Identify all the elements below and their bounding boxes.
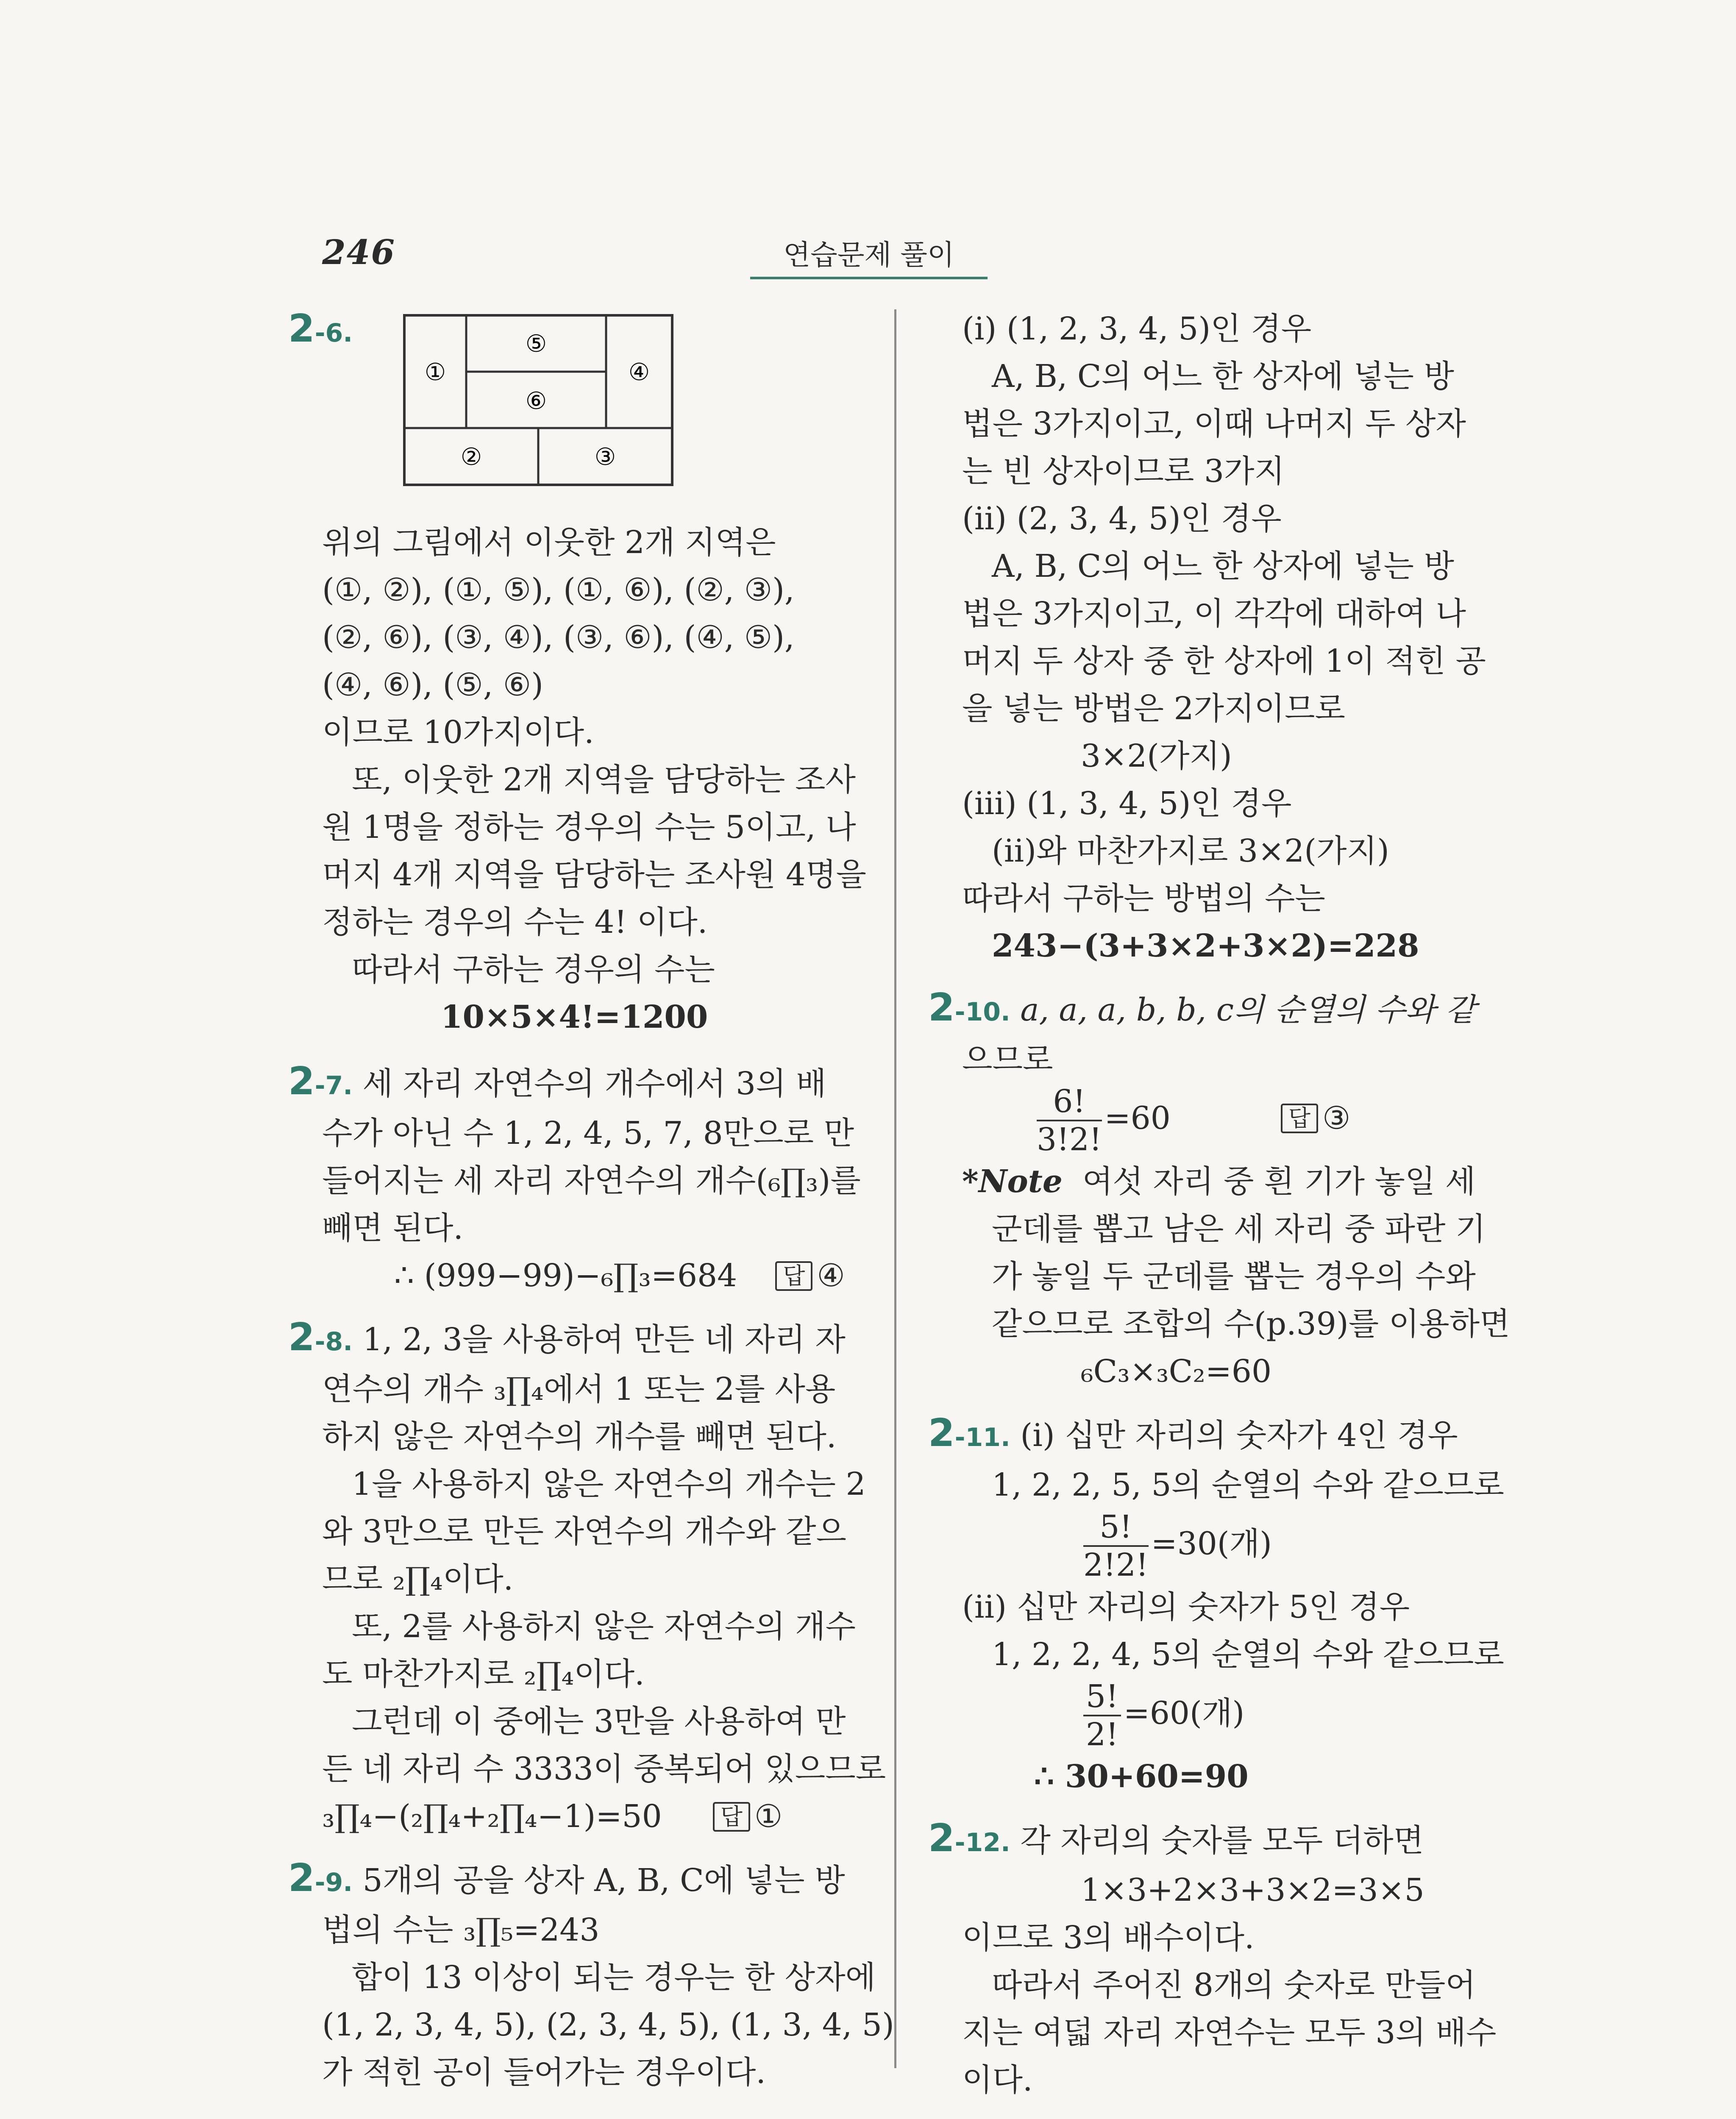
text-line: 1, 2, 2, 5, 5의 순열의 수와 같으므로 <box>992 1467 1504 1503</box>
text-line: 는 빈 상자이므로 3가지 <box>962 453 1285 489</box>
text-line: 1, 2, 3을 사용하여 만든 네 자리 자 <box>362 1321 846 1358</box>
problem-2-12 <box>928 1815 1522 2104</box>
problem-2-6-body <box>288 519 890 1041</box>
text-line: 므로 ₂∏₄이다. <box>322 1561 514 1597</box>
answer-box: 답 <box>775 1261 812 1291</box>
running-title: 연습문제 풀이 <box>750 232 988 279</box>
problem-label: 2-7. <box>288 1059 353 1104</box>
problem-2-8 <box>288 1314 890 1840</box>
text-line: 그런데 이 중에는 3만을 사용하여 만 <box>352 1703 846 1740</box>
answer-choice: ④ <box>817 1257 845 1294</box>
text-line: 1×3+2×3+3×2=3×5 <box>1081 1872 1424 1908</box>
result-line: 10×5×4!=1200 <box>441 999 708 1035</box>
text-line: 머지 두 상자 중 한 상자에 1이 적힌 공 <box>962 643 1486 679</box>
text-line: 법은 3가지이고, 이 각각에 대하여 나 <box>962 595 1466 632</box>
text-line: 이다. <box>962 2062 1033 2098</box>
problem-label: 2-12. <box>928 1816 1010 1860</box>
text-line: 1을 사용하지 않은 자연수의 개수는 2 <box>352 1466 866 1502</box>
text-line: 빼면 된다. <box>322 1210 463 1246</box>
text-line: a, a, a, b, b, c의 순열의 수와 같 <box>1020 992 1476 1028</box>
text-line: 법의 수는 ₃∏₅=243 <box>322 1912 600 1948</box>
formula-line <box>288 1793 890 1840</box>
note-line: 군데를 뽑고 남은 세 자리 중 파란 기 <box>992 1211 1486 1247</box>
fraction: $\frac{5!}{2!}$ <box>1083 1678 1121 1753</box>
result-line: ∴ 30+60=90 <box>1034 1758 1249 1795</box>
column-divider <box>894 309 896 2068</box>
text-line: 5개의 공을 상자 A, B, C에 넣는 방 <box>362 1862 845 1899</box>
text-line: 따라서 구하는 방법의 수는 <box>962 880 1325 917</box>
text-line: 1, 2, 2, 4, 5의 순열의 수와 같으므로 <box>992 1636 1504 1673</box>
text-line: 합이 13 이상이 되는 경우는 한 상자에 <box>352 1959 876 1996</box>
text-line: 지는 여덟 자리 자연수는 모두 3의 배수 <box>962 2014 1497 2051</box>
page-number: 246 <box>322 232 395 272</box>
region-label: ④ <box>628 359 650 386</box>
text-line: 정하는 경우의 수는 4! 이다. <box>322 904 708 940</box>
problem-label: 2-8. <box>288 1315 353 1360</box>
text-line: 이므로 10가지이다. <box>322 714 594 751</box>
text-line: (④, ⑥), (⑤, ⑥) <box>322 667 543 703</box>
note-formula: ₆C₃×₃C₂=60 <box>1081 1353 1272 1390</box>
answer-box: 답 <box>713 1802 750 1832</box>
problem-2-10 <box>928 984 1522 1395</box>
problem-label: 2-11. <box>928 1411 1010 1455</box>
problem-label: 2-10. <box>928 985 1010 1030</box>
region-label: ③ <box>594 443 616 471</box>
text-line: 법은 3가지이고, 이때 나머지 두 상자 <box>962 406 1466 442</box>
answer-choice: ① <box>754 1798 783 1835</box>
fraction-line: $\frac{5!}{2!}$ =60(개) <box>928 1678 1522 1753</box>
text-line: (i) 십만 자리의 숫자가 4인 경우 <box>1020 1417 1458 1454</box>
formula: ₃∏₄−(₂∏₄+₂∏₄−1)=50 <box>322 1798 662 1835</box>
problem-2-6 <box>288 305 890 504</box>
note-heading: *Note <box>962 1163 1063 1200</box>
text-line: 와 3만으로 만든 자연수의 개수와 같으 <box>322 1513 846 1550</box>
text-line: 머지 4개 지역을 담당하는 조사원 4명을 <box>322 856 867 893</box>
region-diagram <box>403 314 674 487</box>
text-line: (②, ⑥), (③, ④), (③, ⑥), (④, ⑤), <box>322 619 795 656</box>
text-line: 도 마찬가지로 ₂∏₄이다. <box>322 1656 645 1692</box>
text-line: 으므로 <box>962 1041 1053 1078</box>
answer-box: 답 <box>1281 1104 1318 1133</box>
text-line: 각 자리의 숫자를 모두 더하면 <box>1020 1822 1424 1859</box>
text-line: A, B, C의 어느 한 상자에 넣는 방 <box>992 358 1454 395</box>
text-line: 을 넣는 방법은 2가지이므로 <box>962 690 1345 727</box>
text-line: 연수의 개수 ₃∏₄에서 1 또는 2를 사용 <box>322 1371 836 1407</box>
problem-2-9 <box>288 1855 894 2096</box>
text-line: (1, 2, 3, 4, 5), (2, 3, 4, 5), (1, 3, 4, 5) <box>322 2007 894 2043</box>
text-line: 수가 아닌 수 1, 2, 4, 5, 7, 8만으로 만 <box>322 1115 854 1151</box>
text-line: 세 자리 자연수의 개수에서 3의 배 <box>362 1065 826 1102</box>
text-line: 또, 이웃한 2개 지역을 담당하는 조사 <box>352 762 856 798</box>
text-line: (i) (1, 2, 3, 4, 5)인 경우 <box>962 311 1312 347</box>
formula: ∴ (999−99)−₆∏₃=684 <box>394 1257 737 1294</box>
text-line: 이므로 3의 배수이다. <box>962 1919 1255 1956</box>
fraction: $\frac{6!}{3!2!}$ <box>1037 1083 1102 1158</box>
problem-label: 2-6. <box>288 306 353 351</box>
text-line: 든 네 자리 수 3333이 중복되어 있으므로 <box>322 1751 886 1787</box>
region-label: ⑤ <box>525 330 547 358</box>
region-label: ① <box>424 359 446 386</box>
note-line: *Note 여섯 자리 중 흰 기가 놓일 세 <box>962 1163 1476 1200</box>
text-line: 가 적힌 공이 들어가는 경우이다. <box>322 2054 766 2091</box>
fraction-line: $\frac{5!}{2!2!}$ =30(개) <box>1083 1509 1272 1583</box>
text-line: 또, 2를 사용하지 않은 자연수의 개수 <box>352 1608 856 1645</box>
fraction: $\frac{5!}{2!2!}$ <box>1083 1509 1149 1583</box>
text-line: 따라서 구하는 경우의 수는 <box>352 951 715 988</box>
formula-line <box>288 1252 890 1299</box>
answer-choice: ③ <box>1322 1100 1351 1137</box>
text-line: A, B, C의 어느 한 상자에 넣는 방 <box>992 548 1454 584</box>
left-column <box>288 305 894 2111</box>
note-line: 같으므로 조합의 수(p.39)를 이용하면 <box>992 1306 1510 1342</box>
region-map <box>403 314 674 487</box>
text-line: 들어지는 세 자리 자연수의 개수(₆∏₃)를 <box>322 1162 861 1199</box>
region-label: ② <box>460 443 482 471</box>
text-line: 원 1명을 정하는 경우의 수는 5이고, 나 <box>322 809 856 845</box>
problem-2-9-continued <box>928 305 1522 970</box>
note-line: 가 놓일 두 군데를 뽑는 경우의 수와 <box>992 1258 1476 1295</box>
problem-2-11 <box>928 1410 1522 1800</box>
problem-label: 2-9. <box>288 1856 353 1900</box>
text-line: (ii)와 마찬가지로 3×2(가지) <box>992 833 1389 869</box>
text-line: (ii) (2, 3, 4, 5)인 경우 <box>962 501 1282 537</box>
text-line: 위의 그림에서 이웃한 2개 지역은 <box>322 524 776 561</box>
region-label: ⑥ <box>525 387 547 415</box>
right-column <box>928 305 1522 2118</box>
text-line: 하지 않은 자연수의 개수를 빼면 된다. <box>322 1418 837 1455</box>
text-line: (ii) 십만 자리의 숫자가 5인 경우 <box>962 1589 1410 1625</box>
problem-2-7 <box>288 1058 890 1299</box>
text-line: (iii) (1, 3, 4, 5)인 경우 <box>962 785 1292 822</box>
text-line: 3×2(가지) <box>1081 738 1232 774</box>
fraction-line: $\frac{6!}{3!2!}$ =60 답 ③ <box>1037 1083 1351 1158</box>
text-line: 따라서 주어진 8개의 숫자로 만들어 <box>992 1967 1476 2003</box>
text-line: (①, ②), (①, ⑤), (①, ⑥), (②, ③), <box>322 572 795 608</box>
result-line: 243−(3+3×2+3×2)=228 <box>992 928 1419 964</box>
